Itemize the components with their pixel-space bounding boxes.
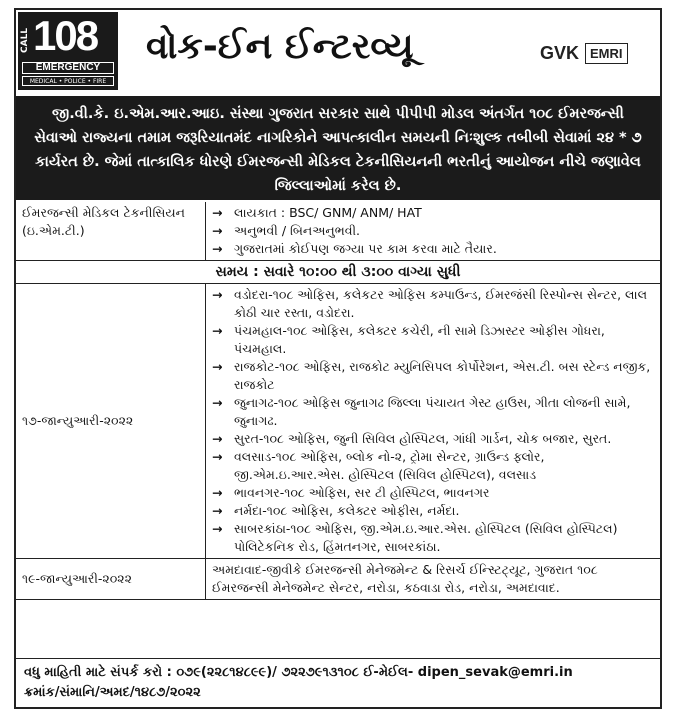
location-item: → રાજકોટ-૧૦૮ ઓફિસ, રાજકોટ મ્યુનિસિપલ કોર્પોરેશન, એસ.ટી. બસ સ્ટેન્ડ નજીક, રાજકોટ (212, 359, 651, 392)
logo-sub-text: MEDICAL • POLICE • FIRE (22, 76, 114, 86)
arrow-icon: → (212, 205, 223, 220)
arrow-icon: → (212, 241, 223, 256)
logo-call-text: CALL (20, 27, 30, 53)
position-name: ઈમરજન્સી મેડિકલ ટેકનીસિયન (ઇ.એમ.ટી.) (16, 202, 206, 260)
gvk-brand: GVK (540, 42, 580, 63)
location-item: → નર્મદા-૧૦૮ ઓફિસ, કલેક્ટર ઓફીસ, નર્મદા. (212, 503, 460, 518)
date-cell: ૧૯-જાન્યુઆરી-૨૦૨૨ (16, 559, 206, 599)
advertisement-frame (14, 8, 662, 709)
arrow-icon: → (212, 287, 223, 302)
arrow-icon: → (212, 359, 223, 374)
location-item: → પંચમહાલ-૧૦૮ ઓફિસ, કલેક્ટર કચેરી, ની સામે ડિઝાસ્ટર ઓફીસ ગોધરા, પંચમહાલ. (212, 323, 605, 356)
arrow-icon: → (212, 323, 223, 338)
arrow-icon: → (212, 503, 223, 518)
requirement-item: → ગુજરાતમાં કોઈપણ જગ્યા પર કામ કરવા માટે તૈયાર. (212, 241, 497, 256)
arrow-icon: → (212, 223, 223, 238)
requirement-item: → અનુભવી / બિનઅનુભવી. (212, 223, 361, 238)
intro-paragraph: જી.વી.કે. ઇ.એમ.આર.આઇ. સંસ્થા ગુજરાત સરકાર સાથે પીપીપી મોડલ અંતર્ગત ૧૦૮ ઈમરજન્સી સેવાઓ રાજ્યના તમામ જરૂરિયાતમંદ નાગરિકોને આપત્કાલીન સમયની નિઃશુલ્ક તબીબી સેવામાં ૨૪ * ૭ કાર્યરત છે. જેમાં તાત્કાલિક ધોરણે ઈમરજન્સી મેડિકલ ટેકનીસિયનની ભરતીનું આયોજન નીચે જણાવેલ જિલ્લાઓમાં કરેલ છે. (16, 96, 660, 200)
location-item: અમદાવાદ-જીવીકે ઈમરજન્સી મેનેજમેન્ટ & રિસર્ચ ઈન્સ્ટિટ્યૂટ, ગુજરાત ૧૦૮ ઈમરજન્સી મેનેજમેન્ટ સેન્ટર, નરોડા, કઠવાડા રોડ, નરોડા, અમદાવાદ. (212, 562, 598, 595)
gvk-emri-logo (540, 36, 650, 70)
page-title: વોક-ઈન ઈન્ટરવ્યૂ (146, 26, 414, 67)
schedule-row (16, 284, 660, 559)
locations-cell (206, 559, 660, 599)
position-row (16, 202, 660, 261)
date-cell: ૧૭-જાન્યુઆરી-૨૦૨૨ (16, 284, 206, 558)
arrow-icon: → (212, 449, 223, 464)
requirement-item: → લાયકાત : BSC/ GNM/ ANM/ HAT (212, 205, 422, 220)
schedule-row (16, 559, 660, 600)
location-item: → સુરત-૧૦૮ ઓફિસ, જુની સિવિલ હોસ્પિટલ, ગાંધી ગાર્ડન, ચોક બજાર, સુરત. (212, 431, 612, 446)
arrow-icon: → (212, 521, 223, 536)
time-row: સમય : સવારે ૧૦:૦૦ થી ૩:૦૦ વાગ્યા સુધી (16, 261, 660, 284)
schedule-table (16, 202, 660, 600)
requirements-cell (206, 202, 660, 260)
emri-brand: EMRI (585, 43, 628, 64)
108-logo (18, 12, 118, 90)
reference-number: ક્રમાંક/સંમાનિ/અમદ/૧૪૮૭/૨૦૨૨ (24, 685, 201, 700)
contact-line: વધુ માહિતી માટે સંપર્ક કરો : ૦૭૯(૨૨૮૧૪૮૯૯)/ ૭૨૨૭૯૧૩૧૦૮ ઈ-મેઈલ- dipen_sevak@emri.in (24, 665, 573, 680)
location-item: → સાબરકાંઠા-૧૦૮ ઓફિસ, જી.એમ.ઇ.આર.એસ. હોસ્પિટલ (સિવિલ હોસ્પિટલ) પોલિટેકનિક રોડ, હિંમતનગર, સાબરકાંઠા. (212, 521, 618, 554)
logo-emergency-text: EMERGENCY (22, 62, 114, 74)
location-item: → ભાવનગર-૧૦૮ ઓફિસ, સર ટી હોસ્પિટલ, ભાવનગર (212, 485, 490, 500)
footer (16, 658, 660, 707)
location-item: → વલસાડ-૧૦૮ ઓફિસ, બ્લોક નો-૨, ટ્રોમા સેન્ટર, ગ્રાઉન્ડ ફ્લોર, જી.એમ.ઇ.આર.એસ. હોસ્પિટલ (સિવિલ હોસ્પિટલ), વલસાડ (212, 449, 545, 482)
location-item: → જુનાગઢ-૧૦૮ ઓફિસ જુનાગઢ જિલ્લા પંચાયત ગેસ્ટ હાઉસ, ગીતા લોજની સામે, જુનાગઢ. (212, 395, 631, 428)
arrow-icon: → (212, 395, 223, 410)
location-item: → વડોદરા-૧૦૮ ઓફિસ, કલેકટર ઓફિસ કમ્પાઉન્ડ, ઈમરજંસી રિસ્પોન્સ સેન્ટર, લાલ કોઠી ચાર રસ્તા, વડોદરા. (212, 287, 648, 320)
arrow-icon: → (212, 485, 223, 500)
locations-cell (206, 284, 660, 558)
logo-number: 108 (33, 12, 98, 59)
arrow-icon: → (212, 431, 223, 446)
